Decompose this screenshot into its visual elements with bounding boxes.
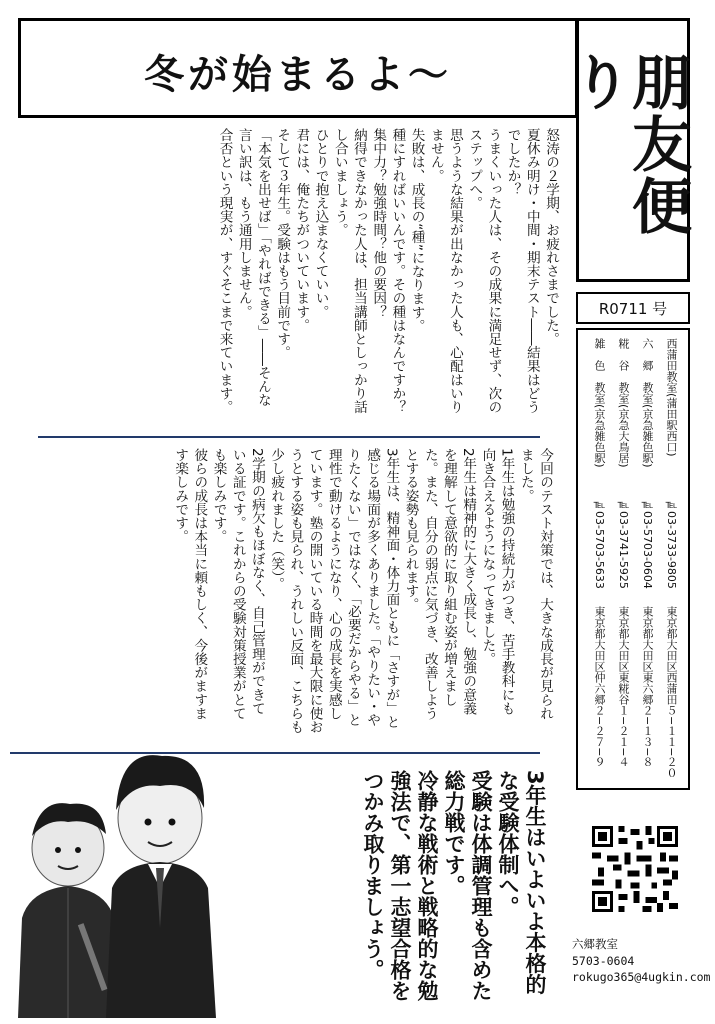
text-line: 理性で動けるようになり、心の成長を実感し: [325, 448, 342, 720]
contact-phone: 5703-0604: [572, 954, 635, 968]
newsletter-logo: 朋友便り: [562, 51, 692, 237]
text-line: 今回のテスト対策では、大きな成長が見られ: [537, 448, 553, 720]
text-line: 彼らの成長は本当に頼もしく、今後がますま: [191, 448, 208, 720]
text-line: 言い訳は、もう通用しません。: [235, 128, 252, 319]
school-tel: ℡03-3733-9805: [665, 498, 678, 589]
text-line: りたくない」ではなく、「必要だからやる」と: [344, 448, 361, 727]
text-line: 集中力？勉強時間？他の要因？: [370, 128, 387, 319]
section-divider: [38, 436, 540, 438]
text-line: うまくいった人は、その成果に満足せず、次の: [485, 128, 502, 414]
contact-email[interactable]: rokugo365@4ugkin.com: [572, 970, 711, 984]
text-line: 受験は体調管理も含めた: [469, 770, 493, 1001]
text-line: 強法で、第一志望合格を: [388, 770, 412, 1001]
school-address: 東京都大田区東糀谷１−２１−４: [617, 606, 630, 768]
text-line: ています。塾の開いている時間を最大限に使お: [306, 448, 323, 734]
text-line: 種にすればいいんです。その種はなんですか？: [389, 128, 406, 414]
text-line: 怒涛の２学期、お疲れさまでした。: [543, 128, 559, 346]
text-line: 君には、俺たちがついています。: [293, 128, 310, 332]
text-line: 2学期の病欠もほぼなく、自己管理ができて: [248, 448, 265, 716]
students-figure: [10, 718, 220, 1018]
text-line: 3年生は、精神面・体力面ともに「さすが」と: [383, 448, 400, 729]
text-line: ません。: [427, 128, 444, 183]
text-line: た。また、自分の弱点に気づき、改善しよう: [421, 448, 438, 720]
text-line: 失敗は、成長の“種”になります。: [408, 128, 425, 333]
text-line: 納得できなかった人は、担当講師としっかり話: [350, 128, 367, 414]
text-line: ました。: [517, 448, 534, 503]
text-line: 2年生は精神的に大きく成長し、勉強の意義: [460, 448, 477, 716]
section-1: [108, 128, 560, 428]
text-line: いる証です。これからの受験対策授業がとて: [229, 448, 246, 720]
school-name: 糀 谷 教室(京急大鳥居): [617, 338, 630, 468]
text-line: ステップへ。: [466, 128, 483, 210]
school-info-box: [576, 328, 690, 790]
text-line: 思うような結果が出なかった人も、心配はいり: [446, 128, 463, 414]
issue-number: R0711 号: [598, 300, 668, 318]
text-line: な受験体制へ。: [496, 770, 520, 917]
text-line: 3年生はいよいよ本格的: [523, 770, 547, 995]
text-line: つかみ取りましょう。: [361, 770, 385, 980]
text-line: うとする姿も見られ、うれしい反面、こちらも: [287, 448, 304, 734]
title-box: [18, 18, 578, 118]
section-3-message: [352, 770, 548, 1010]
text-line: 夏休み明け・中間・期末テスト――結果はどう: [523, 128, 540, 414]
school-name: 六 郷 教室(京急雑色駅): [641, 338, 654, 468]
text-line: 少し疲れました（笑）。: [268, 448, 285, 591]
text-line: も楽しみです。: [210, 448, 227, 544]
text-line: とする姿勢も見られます。: [402, 448, 419, 612]
text-line: を理解して意欲的に取り組む姿が増えまし: [440, 448, 457, 707]
text-line: 冷静な戦術と戦略的な勉: [415, 770, 439, 1001]
school-name: 雑 色 教室(京急雑色駅): [593, 338, 606, 468]
text-line: 向き合えるようになってきました。: [479, 448, 496, 666]
section-2: [44, 448, 554, 740]
text-line: 「本気を出せば」「やればできる」――そんな: [254, 128, 271, 407]
text-line: 合否という現実が、すぐそこまで来ています。: [216, 128, 233, 414]
school-tel: ℡03-5703-5633: [593, 498, 606, 589]
contact-name: 六郷教室: [572, 937, 618, 951]
text-line: そして３年生。受験はもう目前です。: [274, 128, 291, 360]
text-line: 感じる場面が多くありました。「やりたい・や: [364, 448, 381, 727]
qr-code[interactable]: [592, 826, 678, 912]
text-line: 総力戦です。: [442, 770, 466, 896]
text-line: 1年生は勉強の持続力がつき、苦手教科にも: [498, 448, 515, 716]
school-address: 東京都大田区仲六郷２−２７−９: [593, 606, 606, 768]
page-title: 冬が始まるよ～: [144, 52, 452, 98]
text-line: す楽しみです。: [172, 448, 189, 544]
school-tel: ℡03-5703-0604: [641, 498, 654, 589]
school-address: 東京都大田区東六郷２−１３−８: [641, 606, 654, 768]
issue-box: [576, 292, 690, 324]
school-address: 東京都大田区西蒲田５−１１−２０: [665, 606, 678, 779]
school-tel: ℡03-3741-5925: [617, 498, 630, 589]
logo-box: [562, 18, 692, 282]
text-line: ひとりで抱え込まなくていい。: [312, 128, 329, 319]
text-line: でしたか？: [504, 128, 521, 196]
school-name: 西蒲田教室(蒲田駅西口): [665, 338, 678, 457]
text-line: し合いましょう。: [331, 128, 348, 237]
